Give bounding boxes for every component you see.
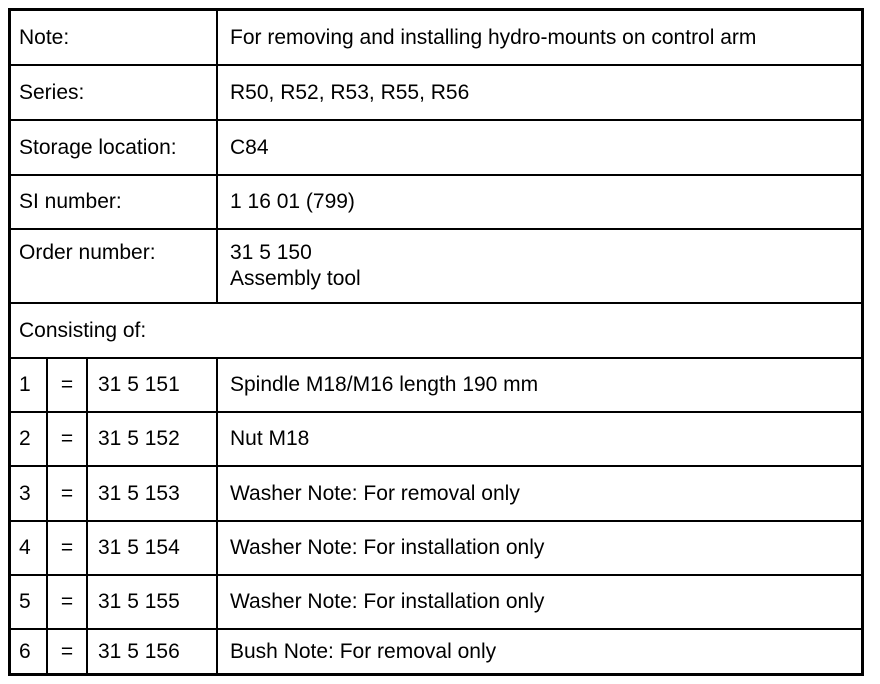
- si-number-label: SI number:: [11, 176, 218, 228]
- part-index: 4: [11, 522, 48, 574]
- order-number-value: [218, 230, 861, 302]
- part-index: 1: [11, 359, 48, 411]
- tool-spec-table: [8, 8, 864, 676]
- series-row: [11, 66, 861, 121]
- part-description: Nut M18: [230, 427, 310, 450]
- note-value: For removing and installing hydro-mounts on control arm: [230, 25, 757, 49]
- order-tool-name: Assembly tool: [230, 267, 361, 290]
- note-row: [11, 11, 861, 66]
- part-description: Spindle M18/M16 length 190 mm: [230, 373, 539, 396]
- consisting-of-label: Consisting of:: [19, 318, 147, 342]
- part-number: 31 5 151: [88, 359, 218, 411]
- part-equals: =: [48, 467, 88, 520]
- part-number: 31 5 156: [88, 630, 218, 673]
- part-number: 31 5 154: [88, 522, 218, 574]
- part-number: 31 5 153: [88, 467, 218, 520]
- storage-location-label: Storage location:: [11, 121, 218, 174]
- order-number-label: Order number:: [11, 230, 218, 302]
- table-row: [11, 359, 861, 413]
- part-equals: =: [48, 576, 88, 628]
- table-row: [11, 467, 861, 522]
- storage-location-row: [11, 121, 861, 176]
- part-description: Washer Note: For removal only: [230, 481, 520, 505]
- part-description: Washer Note: For installation only: [230, 536, 545, 559]
- table-row: [11, 576, 861, 630]
- part-index: 5: [11, 576, 48, 628]
- part-number: 31 5 152: [88, 413, 218, 465]
- series-label: Series:: [11, 66, 218, 119]
- note-label: Note:: [11, 11, 218, 64]
- table-row: [11, 522, 861, 576]
- storage-location-value: C84: [230, 135, 269, 159]
- part-equals: =: [48, 630, 88, 673]
- order-number-row: [11, 230, 861, 304]
- series-value: R50, R52, R53, R55, R56: [230, 80, 470, 104]
- part-index: 3: [11, 467, 48, 520]
- table-row: [11, 413, 861, 467]
- part-equals: =: [48, 359, 88, 411]
- si-number-row: [11, 176, 861, 230]
- table-row: [11, 630, 861, 673]
- si-number-value: 1 16 01 (799): [230, 190, 355, 213]
- consisting-of-row: [11, 304, 861, 359]
- part-number: 31 5 155: [88, 576, 218, 628]
- part-equals: =: [48, 413, 88, 465]
- part-equals: =: [48, 522, 88, 574]
- part-index: 2: [11, 413, 48, 465]
- part-index: 6: [11, 630, 48, 673]
- part-description: Bush Note: For removal only: [230, 639, 497, 663]
- order-number: 31 5 150: [230, 241, 312, 264]
- part-description: Washer Note: For installation only: [230, 590, 545, 613]
